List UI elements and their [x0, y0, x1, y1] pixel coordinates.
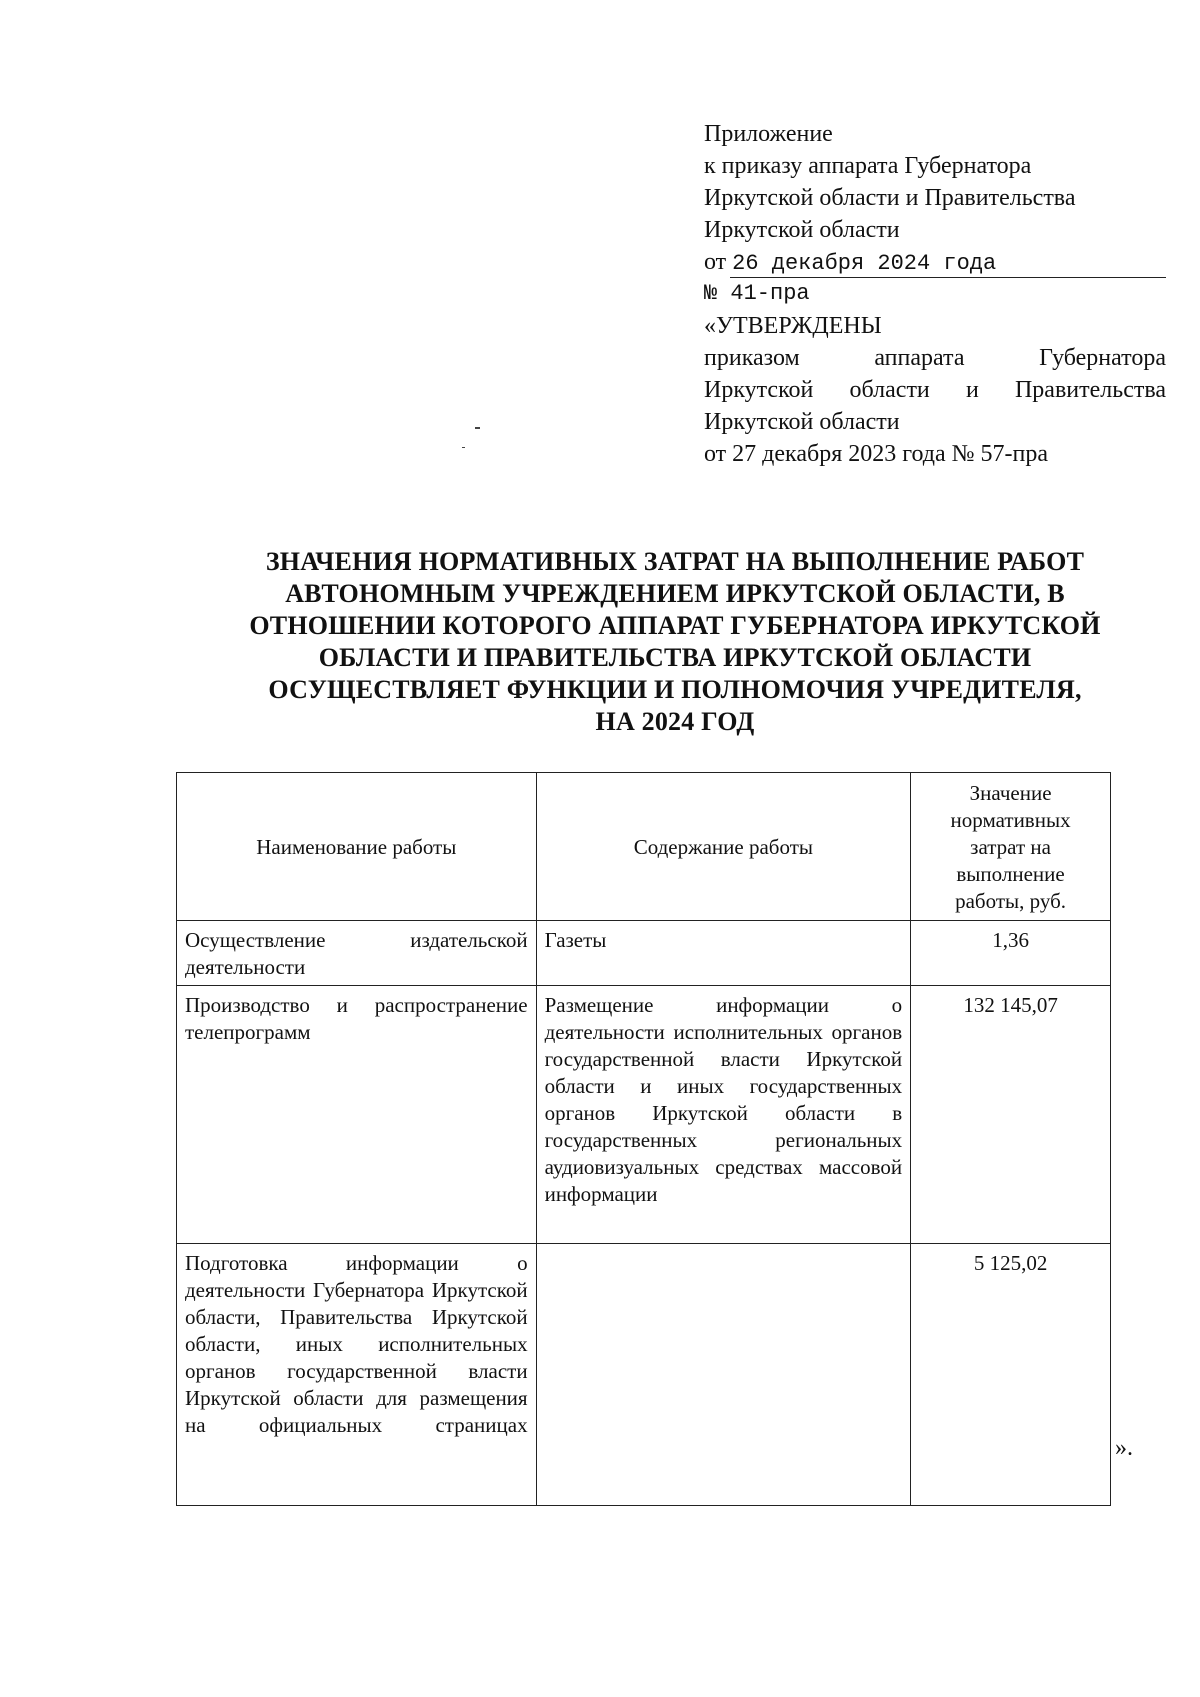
order-number: № 41-пра — [704, 281, 810, 306]
appendix-ref-line: к приказу аппарата Губернатора — [704, 153, 1032, 179]
approved-by-line — [704, 374, 1166, 406]
appendix-ref-line: Иркутской области и Правительства — [704, 185, 1076, 211]
approved-order-ref: от 27 декабря 2023 года № 57-пра — [704, 441, 1049, 467]
work-content-cell — [536, 1244, 911, 1506]
table-header-row — [177, 773, 1111, 921]
order-date-line — [704, 246, 1166, 278]
appendix-ref-line: Иркутской области — [704, 217, 900, 243]
table-row — [177, 986, 1111, 1244]
cost-value-cell: 132 145,07 — [911, 986, 1111, 1244]
title-line: НА 2024 ГОД — [595, 707, 755, 736]
title-line: ОБЛАСТИ И ПРАВИТЕЛЬСТВА ИРКУТСКОЙ ОБЛАСТИ — [318, 643, 1032, 672]
document-title — [180, 546, 1170, 738]
cost-value-cell: 5 125,02 — [911, 1244, 1111, 1506]
approved-label: «УТВЕРЖДЕНЫ — [704, 313, 882, 339]
scan-speck — [475, 427, 480, 429]
word: Губернатора — [1039, 345, 1166, 371]
appendix-label: Приложение — [704, 121, 833, 147]
header-cost-line: Значение — [969, 781, 1052, 805]
header-cost-value — [911, 773, 1111, 921]
closing-quote-mark: ». — [1115, 1435, 1133, 1461]
header-cost-line: нормативных — [950, 808, 1071, 832]
date-prefix: от — [704, 249, 727, 275]
title-line: ЗНАЧЕНИЯ НОРМАТИВНЫХ ЗАТРАТ НА ВЫПОЛНЕНИЕ РАБОТ — [265, 547, 1085, 576]
word: аппарата — [874, 345, 965, 371]
header-cost-line: работы, руб. — [955, 889, 1067, 913]
approved-by-line: Иркутской области — [704, 409, 900, 435]
word: Иркутской — [704, 377, 814, 403]
scan-speck — [462, 447, 465, 448]
work-name-cell: Производство и распространение телепрограмм — [177, 986, 537, 1244]
word: области — [849, 377, 930, 403]
work-name-cell: Осуществление издательской деятельности — [177, 921, 537, 986]
word: приказом — [704, 345, 800, 371]
work-content-cell: Размещение информации о деятельности исполнительных органов государственной власти Иркутской области и иных государственных органов Иркутской области в государственных региональных аудиовизуальных средствах массовой информации — [536, 986, 911, 1244]
order-date: 26 декабря 2024 года — [730, 251, 1166, 278]
header-cost-line: выполнение — [956, 862, 1065, 886]
header-work-content: Содержание работы — [536, 773, 911, 921]
normative-costs-table — [176, 772, 1111, 1506]
work-content-cell: Газеты — [536, 921, 911, 986]
table-row — [177, 1244, 1111, 1506]
title-line: ОТНОШЕНИИ КОТОРОГО АППАРАТ ГУБЕРНАТОРА ИРКУТСКОЙ — [249, 611, 1101, 640]
cost-value-cell: 1,36 — [911, 921, 1111, 986]
title-line: ОСУЩЕСТВЛЯЕТ ФУНКЦИИ И ПОЛНОМОЧИЯ УЧРЕДИТЕЛЯ, — [268, 675, 1082, 704]
header-work-name: Наименование работы — [177, 773, 537, 921]
approval-block — [704, 118, 1166, 470]
word: Правительства — [1014, 377, 1166, 403]
header-cost-line: затрат на — [970, 835, 1051, 859]
table-row — [177, 921, 1111, 986]
work-name-cell: Подготовка информации о деятельности Губернатора Иркутской области, Правительства Иркутской области, иных исполнительных органов государственной власти Иркутской области для размещения на официальных страницах — [177, 1244, 537, 1506]
word: и — [965, 377, 979, 403]
approved-by-line — [704, 342, 1166, 374]
title-line: АВТОНОМНЫМ УЧРЕЖДЕНИЕМ ИРКУТСКОЙ ОБЛАСТИ, В — [285, 579, 1065, 608]
